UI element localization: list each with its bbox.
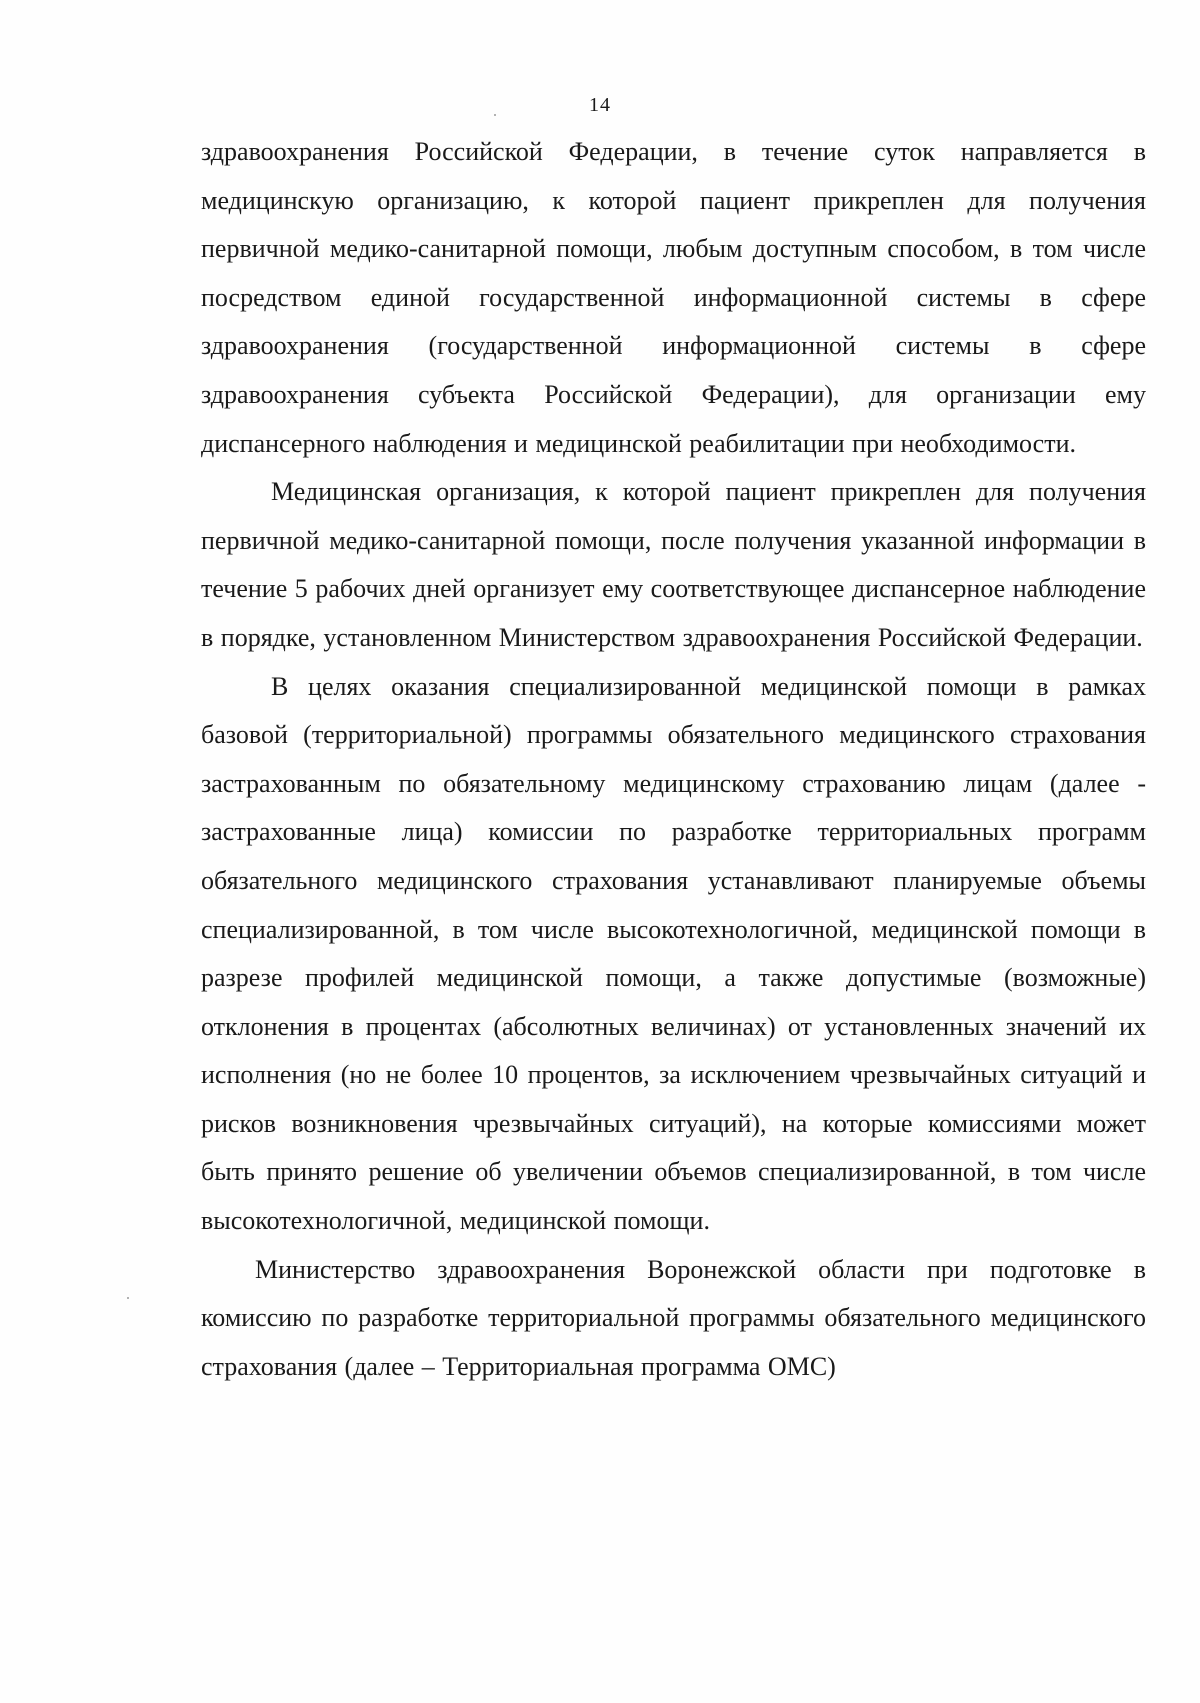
body-text <box>201 128 1146 1391</box>
scan-speck <box>494 114 496 116</box>
paragraph: Министерство здравоохранения Воронежской области при подготовке в комиссию по разработке территориальной программы обязательного медицинского страхования (далее – Территориальная программа ОМС) <box>201 1254 1146 1381</box>
paragraph: В целях оказания специализированной медицинской помощи в рамках базовой (территориальной) программы обязательного медицинского страхования застрахованным по обязательному медицинскому страхованию лицам (далее - застрахованные лица) комиссии по разработке территориальных программ обязательного медицинского страхования устанавливают планируемые объемы специализированной, в том числе высокотехнологичной, медицинской помощи в разрезе профилей медицинской помощи, а также допустимые (возможные) отклонения в процентах (абсолютных величинах) от установленных значений их исполнения (но не более 10 процентов, за исключением чрезвычайных ситуаций и рисков возникновения чрезвычайных ситуаций), на которые комиссиями может быть принято решение об увеличении объемов специализированной, в том числе высокотехнологичной, медицинской помощи. <box>201 671 1146 1236</box>
page-number: 14 <box>589 94 611 116</box>
paragraph: Медицинская организация, к которой пациент прикреплен для получения первичной медико-санитарной помощи, после получения указанной информации в течение 5 рабочих дней организует ему соответствующее диспансерное наблюдение в порядке, установленном Министерством здравоохранения Российской Федерации. <box>201 477 1146 652</box>
scan-speck <box>127 1297 129 1299</box>
paragraph: здравоохранения Российской Федерации, в течение суток направляется в медицинскую организацию, к которой пациент прикреплен для получения первичной медико-санитарной помощи, любым доступным способом, в том числе посредством единой государственной информационной системы в сфере здравоохранения (государственной информационной системы в сфере здравоохранения субъекта Российской Федерации), для организации ему диспансерного наблюдения и медицинской реабилитации при необходимости. <box>201 137 1146 458</box>
